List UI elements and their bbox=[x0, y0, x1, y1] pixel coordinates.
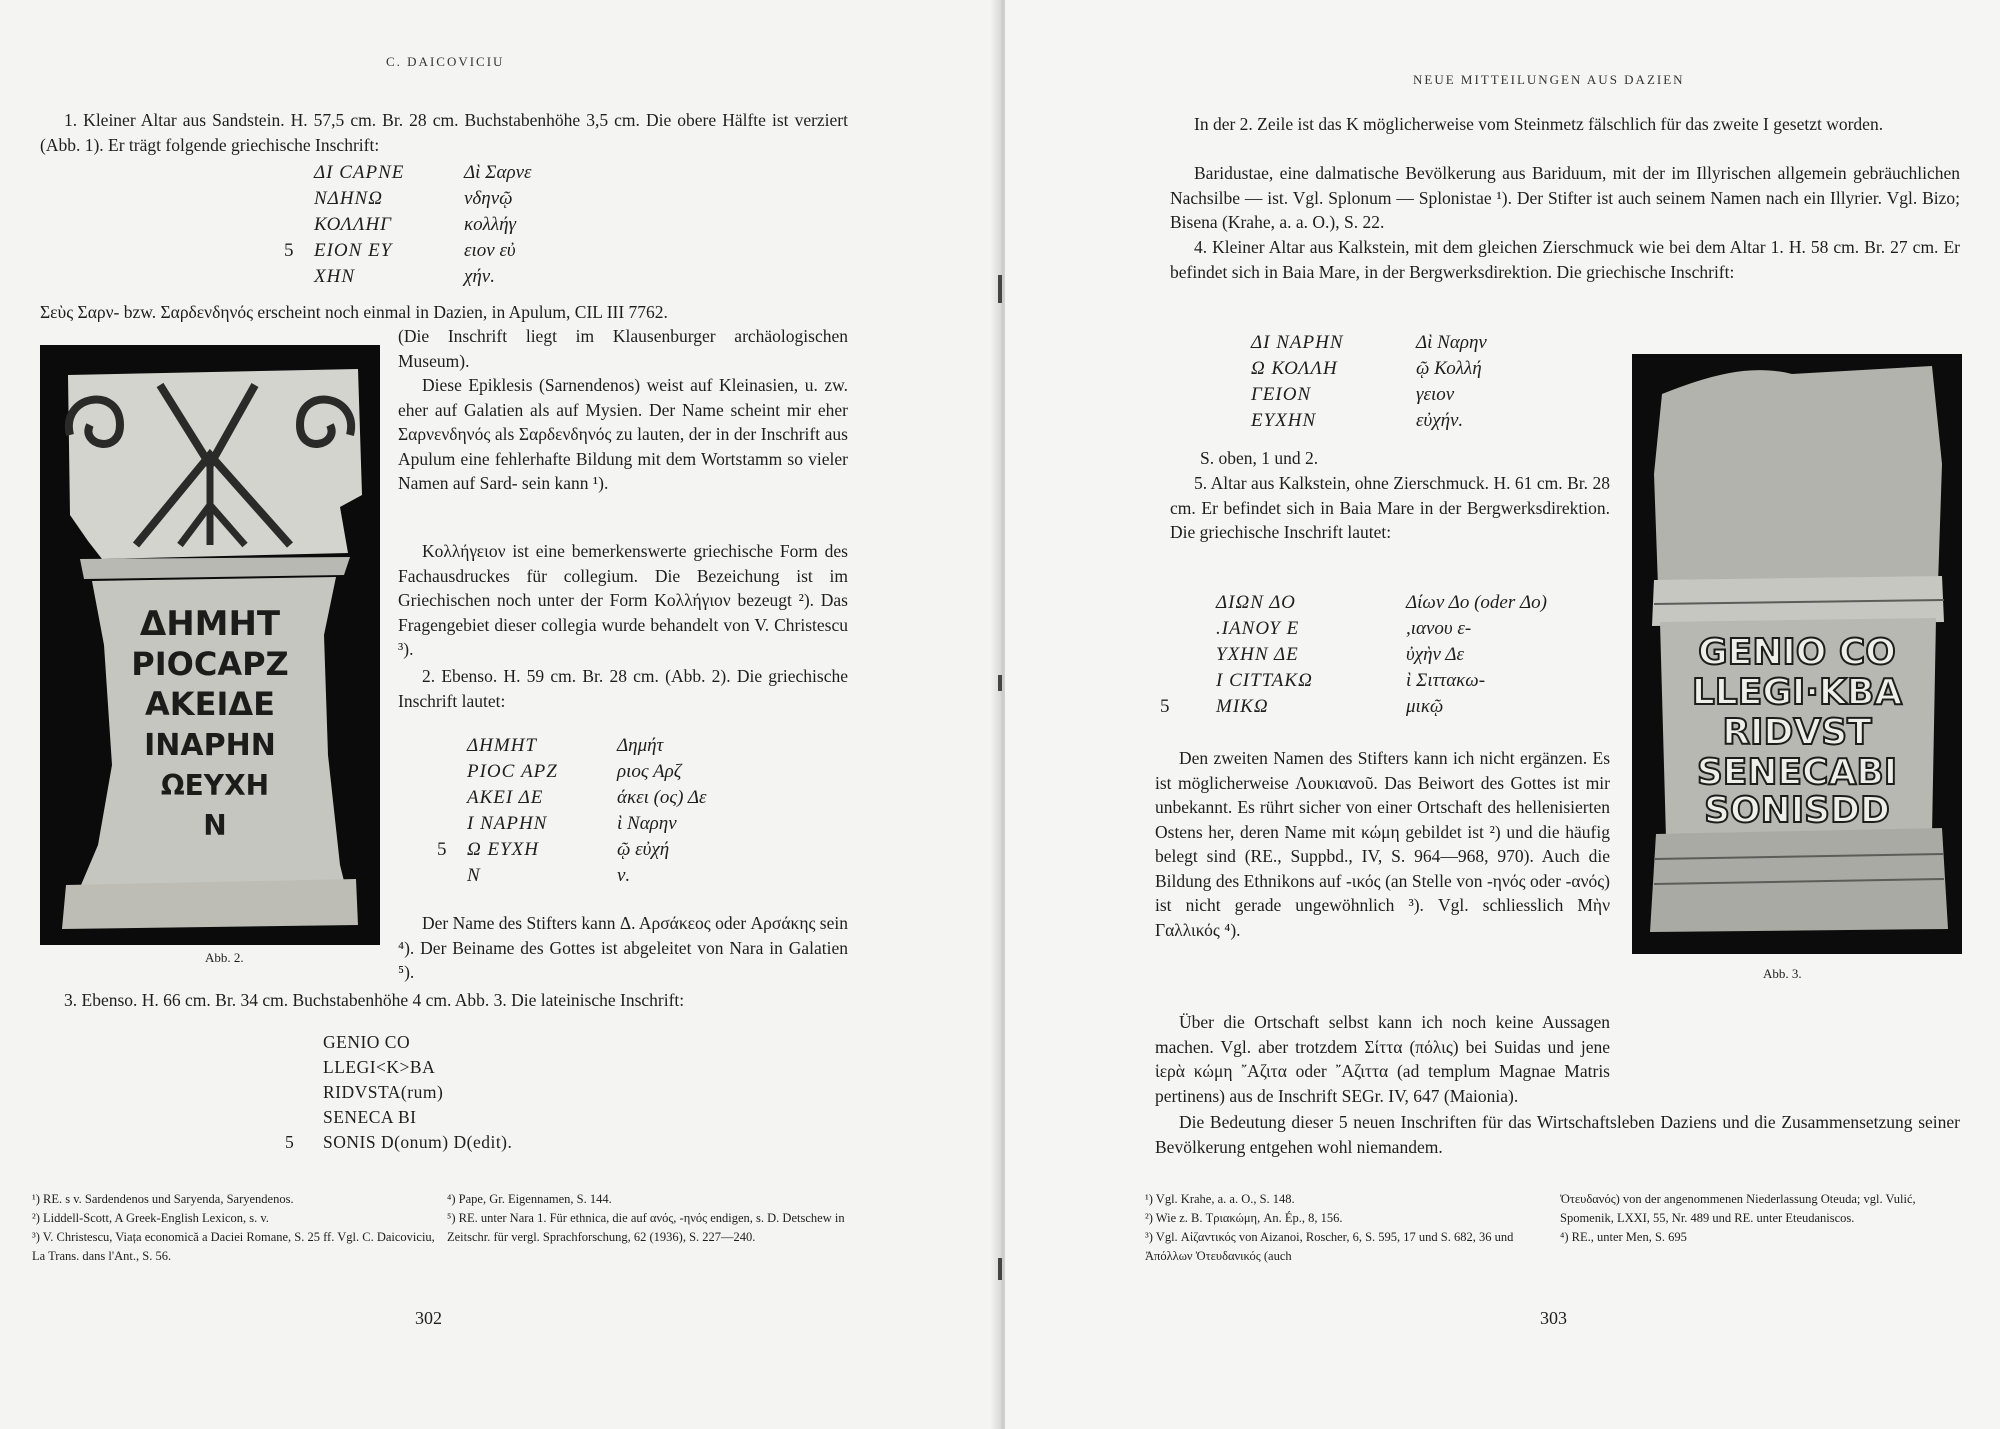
paragraph-stifter-name: Den zweiten Namen des Stifters kann ich nicht ergänzen. Es ist möglicherweise Λουκιανοῦ. Das Beiwort des Gottes ist mir unbekannt. Es rührt sicher von einer Ortschaft des hellenisierten Ostens her, deren Name mit κώμη gebildet ist ²) und die häufig belegt sind (RE., Suppbd., IV, S. 964—968, 970). Auch die Bildung des Ethnikons auf -ικός (an Stelle von -ηνός oder -ανός) ist nicht gerade ungewöhnlich ³). Vgl. schliesslich Μὴν Γαλλικός ⁴). bbox=[1155, 748, 1610, 940]
inscription-altar-4 bbox=[1221, 330, 1487, 434]
footnotes-left-column bbox=[32, 1190, 437, 1266]
paragraph-ortschaft: Über die Ortschaft selbst kann ich noch keine Aussagen machen. Vgl. aber trotzdem Σίττα (πόλις) bei Suidas und jene ἱερὰ κώμη ῎Αζιτα oder ῎Αζιττα (ad templum Magnae Matris pertinens) aus de Inschrift SEGr. IV, 647 (Maionia). bbox=[1155, 1012, 1610, 1106]
footnote: Ὀτευδανός) von der angenommenen Niederlassung Oteuda; vgl. Vulić, Spomenik, LXXI, 55, Nr. 489 und RE. unter Eteudaniscos. bbox=[1560, 1192, 1916, 1225]
stone-letters: ΔΗΜΗΤ bbox=[139, 604, 281, 644]
altar-2-image bbox=[40, 345, 380, 945]
footnote: ⁴) Pape, Gr. Eigennamen, S. 144. bbox=[447, 1192, 612, 1206]
altar-2-photo bbox=[40, 345, 380, 945]
footnotes-right-column bbox=[1560, 1190, 1960, 1247]
paragraph-zeile: In der 2. Zeile ist das K möglicherweise vom Steinmetz fälschlich für das zweite I gesetzt worden. bbox=[1194, 114, 1884, 134]
paragraph-sarn: Σεὺς Σαρν- bzw. Σαρδενδηνός erscheint noch einmal in Dazien, in Apulum, CIL III 7762. bbox=[40, 302, 668, 322]
inscription-line: ΝΔΗΝΩ νδηνῷ bbox=[314, 188, 513, 209]
inscription-line: ΡΙΟC ΑΡΖ ριος Αρζ bbox=[467, 761, 682, 782]
stone-letters: GENIO CO bbox=[1698, 632, 1896, 673]
footnotes-left-column bbox=[1145, 1190, 1545, 1266]
svg-text:SENECABI: SENECABI bbox=[1696, 752, 1898, 793]
inscription-line: LLEGI<K>BA bbox=[323, 1057, 436, 1077]
footnote: ¹) RE. s v. Sardendenos und Saryenda, Saryendenos. bbox=[32, 1192, 294, 1206]
svg-text:RIDVST: RIDVST bbox=[1722, 712, 1872, 753]
inscription-line: SENECA BI bbox=[323, 1107, 417, 1127]
svg-text:LLEGI·KBA: LLEGI·KBA bbox=[1691, 672, 1903, 713]
paragraph-stifter: Der Name des Stifters kann Δ. Αρσάκεος oder Αρσάκης sein ⁴). Der Beiname des Gottes ist abgeleitet von Nara in Galatien ⁵). bbox=[398, 913, 848, 982]
inscription-line: Ν ν. bbox=[467, 865, 631, 886]
paragraph-altar-2: 2. Ebenso. H. 59 cm. Br. 28 cm. (Abb. 2). Die griechische Inschrift lautet: bbox=[398, 666, 848, 711]
running-header: C. DAICOVICIU bbox=[386, 54, 505, 69]
inscription-line: Ω ΚΟΛΛΗ ῷ Κολλή bbox=[1251, 358, 1482, 379]
altar-3-photo bbox=[1632, 354, 1962, 954]
paragraph-baridustae: Baridustae, eine dalmatische Bevölkerung aus Bariduum, mit der im Illyrischen allgemein gebräuchlichen Nachsilbe — ist. Vgl. Splonum — Splonistae ¹). Der Stifter ist auch seinem Namen nach ein Illyrier. Vgl. Bizo; Bisena (Krahe, a. a. O.), S. 22. bbox=[1170, 163, 1960, 232]
footnote: ³) Vgl. Αἰζαντικός von Aizanoi, Roscher, 6, S. 595, 17 und S. 682, 36 und Ἀπόλλων Ὀτευδανικός (auch bbox=[1145, 1230, 1514, 1263]
paragraph-oben: S. oben, 1 und 2. bbox=[1200, 448, 1319, 468]
inscription-line: ΔΙ CΑΡΝΕ Δὶ Σαρνε bbox=[314, 162, 532, 183]
gutter-mark bbox=[998, 675, 1002, 691]
inscription-line: ΚΟΛΛΗΓ κολλήγ bbox=[314, 214, 516, 235]
paragraph-museum: (Die Inschrift liegt im Klausenburger archäologischen Museum). bbox=[398, 326, 848, 371]
figure-caption: Abb. 3. bbox=[1763, 966, 1802, 981]
altar-3-image bbox=[1632, 354, 1962, 954]
inscription-altar-2 bbox=[437, 733, 707, 889]
inscription-line: ΕΥΧΗΝ εὐχήν. bbox=[1251, 410, 1464, 431]
gutter-mark bbox=[998, 1258, 1002, 1280]
figure-caption: Abb. 2. bbox=[205, 950, 244, 965]
inscription-line: 5 SONIS D(onum) D(edit). bbox=[285, 1132, 513, 1152]
svg-text:ΑΚΕΙΔΕ: ΑΚΕΙΔΕ bbox=[145, 685, 275, 723]
inscription-line: Ι ΝΑΡΗΝ ὶ Ναρην bbox=[467, 813, 677, 834]
inscription-line: 5 Ω ΕΥΧΗ ῷ εὐχή bbox=[437, 839, 670, 860]
paragraph-altar-1: 1. Kleiner Altar aus Sandstein. H. 57,5 cm. Br. 28 cm. Buchstabenhöhe 3,5 cm. Die obere Hälfte ist verziert (Abb. 1). Er trägt folgende griechische Inschrift: bbox=[40, 110, 848, 155]
footnotes-right-column bbox=[447, 1190, 847, 1247]
footnote: ⁴) RE., unter Men, S. 695 bbox=[1560, 1230, 1687, 1244]
inscription-line: 5 ΕΙΟΝ ΕΥ ειον εὐ bbox=[284, 240, 516, 261]
svg-text:Ν: Ν bbox=[203, 809, 227, 842]
footnote: ²) Liddell-Scott, A Greek-English Lexicon, s. v. bbox=[32, 1211, 269, 1225]
paragraph-bedeutung: Die Bedeutung dieser 5 neuen Inschriften für das Wirtschaftsleben Daziens und die Zusammensetzung seiner Bevölkerung entgehen wohl niemandem. bbox=[1155, 1112, 1960, 1157]
inscription-line: ΥΧΗΝ ΔΕ ὐχὴν Δε bbox=[1216, 644, 1464, 665]
inscription-line: ΓΕΙΟΝ γειον bbox=[1251, 384, 1455, 405]
paragraph-epiklesis: Diese Epiklesis (Sarnendenos) weist auf Kleinasien, u. zw. eher auf Galatien als auf Mysien. Der Name scheint mir eher Σαρνενδηνός als Σαρδενδηνός zu lauten, der in der Inschrift aus Apulum eine fehlerhafte Bildung mit dem Wortstamm so vieler Namen auf Sard- sein kann ¹). bbox=[398, 375, 848, 493]
paragraph-kollegeion: Κολλήγειον ist eine bemerkenswerte griechische Form des Fachausdruckes für collegium. Die Bezeichung ist im Griechischen noch unter der Form Κολλήγιον bezeugt ²). Das Fragengebiet dieser collegia wurde behandelt von V. Christescu ³). bbox=[398, 541, 848, 659]
inscription-line: RIDVSTA(rum) bbox=[323, 1082, 444, 1102]
inscription-line: GENIO CO bbox=[323, 1032, 411, 1052]
inscription-line: Ι CΙΤΤΑΚΩ ὶ Σιττακω- bbox=[1216, 670, 1486, 691]
svg-text:ΡΙΟCΑΡΖ: ΡΙΟCΑΡΖ bbox=[131, 645, 289, 683]
inscription-altar-1 bbox=[284, 160, 531, 290]
inscription-line: ΔΗΜΗΤ Δημήτ bbox=[467, 735, 664, 756]
footnote: ⁵) RE. unter Nara 1. Für ethnica, die auf ανός, -ηνός endigen, s. D. Detschew in Zeitschr. für vergl. Sprachforschung, 62 (1936), S. 227—240. bbox=[447, 1211, 845, 1244]
svg-text:SONISDD: SONISDD bbox=[1704, 790, 1890, 831]
inscription-line: ΔΙ ΝΑΡΗΝ Δὶ Ναρην bbox=[1251, 332, 1487, 353]
footnote: ¹) Vgl. Krahe, a. a. O., S. 148. bbox=[1145, 1192, 1295, 1206]
inscription-line: .ΙΑΝΟΥ Ε ,ιανου ε- bbox=[1216, 618, 1472, 639]
page-302 bbox=[0, 0, 995, 1429]
running-header: NEUE MITTEILUNGEN AUS DAZIEN bbox=[1413, 72, 1685, 87]
paragraph-altar-3: 3. Ebenso. H. 66 cm. Br. 34 cm. Buchstabenhöhe 4 cm. Abb. 3. Die lateinische Inschrift: bbox=[64, 990, 685, 1010]
inscription-line: ΔΙΩΝ ΔΟ Δίων Δο (oder Δο) bbox=[1216, 592, 1547, 613]
inscription-line: ΑΚΕΙ ΔΕ άκει (ος) Δε bbox=[467, 787, 707, 808]
svg-text:ΙΝΑΡΗΝ: ΙΝΑΡΗΝ bbox=[144, 728, 276, 763]
footnote: ³) V. Christescu, Viața economică a Daciei Romane, S. 25 ff. Vgl. C. Daicoviciu, La Trans. dans l'Ant., S. 56. bbox=[32, 1230, 435, 1263]
paragraph-altar-4: 4. Kleiner Altar aus Kalkstein, mit dem gleichen Zierschmuck wie bei dem Altar 1. H. 58 cm. Br. 27 cm. Er befindet sich in Baia Mare, in der Bergwerksdirektion. Die griechische Inschrift: bbox=[1170, 237, 1960, 282]
inscription-altar-5 bbox=[1160, 590, 1547, 720]
gutter-mark bbox=[998, 275, 1002, 303]
page-number: 302 bbox=[415, 1308, 442, 1328]
svg-text:ΩΕΥΧΗ: ΩΕΥΧΗ bbox=[160, 769, 270, 802]
page-303 bbox=[1005, 0, 2000, 1429]
latin-inscription bbox=[285, 1030, 512, 1155]
page-number: 303 bbox=[1540, 1308, 1567, 1328]
inscription-line: ΧΗΝ χήν. bbox=[314, 266, 495, 287]
paragraph-altar-5: 5. Altar aus Kalkstein, ohne Zierschmuck. H. 61 cm. Br. 28 cm. Er befindet sich in Baia Mare in der Bergwerksdirektion. Die griechische Inschrift lautet: bbox=[1170, 473, 1610, 542]
footnote: ²) Wie z. B. Τριακώμη, An. Ép., 8, 156. bbox=[1145, 1211, 1343, 1225]
inscription-line: 5 ΜΙΚΩ μικῷ bbox=[1160, 696, 1444, 717]
